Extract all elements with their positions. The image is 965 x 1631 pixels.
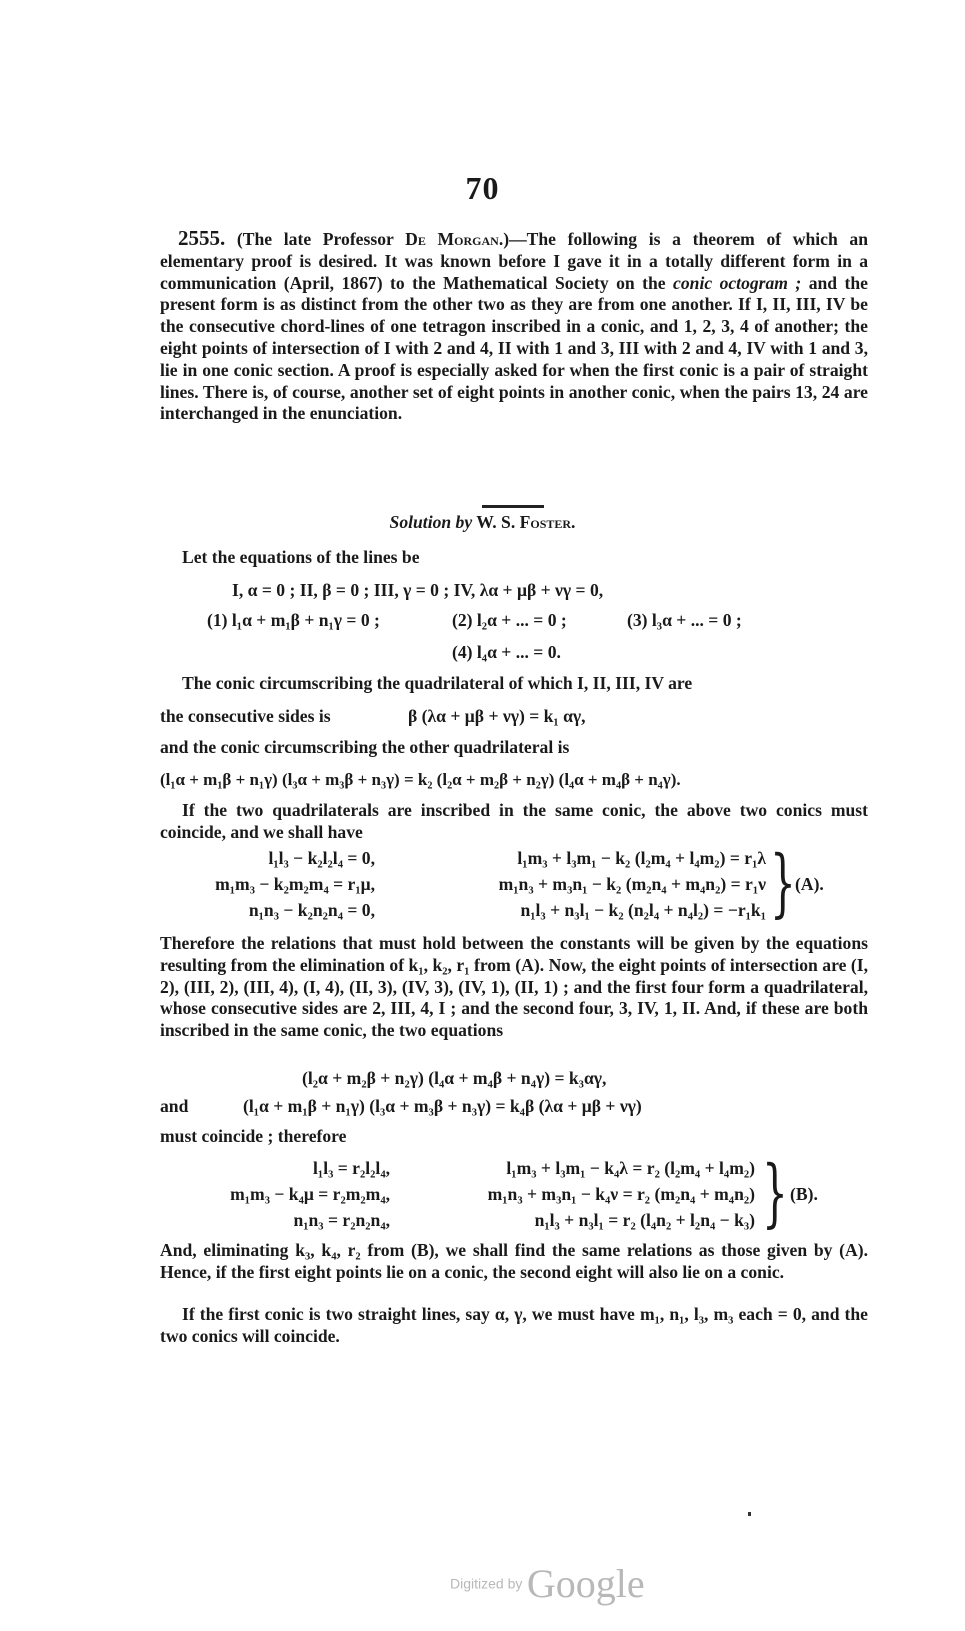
- system-b-brace: }: [762, 1150, 788, 1236]
- eq-b2: (l₁α + m₁β + n₁γ) (l₃α + m₃β + n₃γ) = k₄β (λα + μβ + νγ): [243, 1096, 642, 1116]
- system-a-right-3: n₁l₃ + n₃l₁ − k₂ (n₂l₄ + n₄l₂) = −r₁k₁: [520, 900, 766, 920]
- eq-lines-2a: (1) l₁α + m₁β + n₁γ = 0 ;: [207, 610, 380, 630]
- para-conic1a: The conic circumscribing the quadrilateral of which I, II, III, IV are: [182, 673, 693, 693]
- problem-italic-term: conic octogram ;: [673, 272, 802, 293]
- system-a-brace: }: [770, 840, 796, 926]
- para-last: If the first conic is two straight lines, say α, γ, we must have m₁, n₁, l₃, m₃ each = 0, and the two conics will coincide.: [160, 1304, 868, 1346]
- para-elim: And, eliminating k₃, k₄, r₂ from (B), we shall find the same relations as those given by (A). Hence, if the first eight points lie on a conic, the second eight will also lie on a conic.: [160, 1240, 868, 1282]
- para-same: If the two quadrilaterals are inscribed in the same conic, the above two conics must coincide, and we shall have: [160, 800, 868, 842]
- digitized-watermark: [450, 1560, 645, 1607]
- para-conic2: and the conic circumscribing the other quadrilateral is: [160, 737, 570, 757]
- para-must: must coincide ; therefore: [160, 1126, 347, 1146]
- problem-rest: and the present form is as distinct from the other two as they are from one another. If I, II, III, IV be the consecutive chord-lines of one tetragon inscribed in a conic, and 1, 2, 3, 4 of another; the eight points of intersection of I with 2 and 4, II with 1 and 3, III with 2 and 4, IV with 1 and 3, lie in one conic section. A proof is especially asked for when the first conic is a pair of straight lines. There is, of course, another set of eight points in another conic, when the pairs 13, 24 are interchanged in the enunciation.: [160, 272, 868, 424]
- system-b-right-2: m₁n₃ + m₃n₁ − k₄ν = r₂ (m₂n₄ + m₄n₂): [487, 1184, 755, 1204]
- problem-author: De Morgan: [405, 229, 499, 249]
- eq-conic1: β (λα + μβ + νγ) = k₁ αγ,: [408, 706, 586, 726]
- system-b-right-3: n₁l₃ + n₃l₁ = r₂ (l₄n₂ + l₂n₄ − k₃): [534, 1210, 755, 1230]
- solution-prefix: Solution by: [389, 512, 473, 532]
- para-therefore: Therefore the relations that must hold between the constants will be given by the equations resulting from the elimination of k₁, k₂, r₁ from (A). Now, the eight points of intersection are (I, 2), (III, 2), (III, 4), (I, 4), (II, 3), (IV, 3), (IV, 1), (II, 1) ; and the first four form a quadrilateral, whose consecutive sides are 2, III, 4, I ; and the second four, 3, IV, 1, II. And, if these are both inscribed in the same conic, the two equations: [160, 933, 868, 1041]
- para-conic1b: the consecutive sides is: [160, 706, 331, 726]
- system-a-right-2: m₁n₃ + m₃n₁ − k₂ (m₂n₄ + m₄n₂) = r₁ν: [498, 874, 766, 894]
- system-b-label: (B).: [790, 1184, 818, 1204]
- watermark-prefix: Digitized by: [450, 1575, 523, 1592]
- eq-conic2: (l₁α + m₁β + n₁γ) (l₃α + m₃β + n₃γ) = k₂ (l₂α + m₂β + n₂γ) (l₄α + m₄β + n₄γ).: [160, 770, 681, 789]
- para-lines: Let the equations of the lines be: [182, 547, 420, 567]
- system-a-right-1: l₁m₃ + l₃m₁ − k₂ (l₂m₄ + l₄m₂) = r₁λ: [517, 848, 766, 868]
- system-a-left-3: n₁n₃ − k₂n₂n₄ = 0,: [248, 900, 375, 920]
- page-number: 70: [465, 170, 500, 206]
- system-a-label: (A).: [795, 874, 824, 894]
- google-logo: Google: [526, 1561, 645, 1606]
- solution-initials: W. S.: [476, 512, 520, 532]
- problem-lead: (The late Professor: [236, 229, 406, 249]
- system-b-right-1: l₁m₃ + l₃m₁ − k₄λ = r₂ (l₂m₄ + l₄m₂): [506, 1158, 755, 1178]
- section-divider: [482, 505, 544, 508]
- eq-lines-1: I, α = 0 ; II, β = 0 ; III, γ = 0 ; IV, λα + μβ + νγ = 0,: [232, 580, 604, 600]
- eq-lines-2c: (3) l₃α + ... = 0 ;: [627, 610, 742, 630]
- eq-lines-3: (4) l₄α + ... = 0.: [452, 642, 561, 662]
- system-b-left-3: n₁n₃ = r₂n₂n₄,: [293, 1210, 390, 1230]
- eq-lines-2b: (2) l₂α + ... = 0 ;: [452, 610, 567, 630]
- ink-speck: [748, 1512, 751, 1516]
- system-b-left-1: l₁l₃ = r₂l₂l₄,: [313, 1158, 390, 1178]
- solution-surname: Foster.: [519, 512, 576, 532]
- and-word: and: [160, 1096, 189, 1116]
- problem-number: 2555.: [178, 226, 226, 250]
- system-a-left-2: m₁m₃ − k₂m₂m₄ = r₁μ,: [215, 874, 375, 894]
- system-b-left-2: m₁m₃ − k₄μ = r₂m₂m₄,: [230, 1184, 390, 1204]
- problem-statement: [160, 228, 868, 425]
- eq-b1: (l₂α + m₂β + n₂γ) (l₄α + m₄β + n₄γ) = k₃αγ,: [302, 1068, 607, 1088]
- problem-after-author: .)—The following is a theorem of which an elementary proof is desired. It was known before I gave it in a totally different form in a communication (April, 1867) to the Mathematical Society on the: [160, 229, 869, 293]
- solution-heading: [0, 512, 965, 533]
- system-a-left-1: l₁l₃ − k₂l₂l₄ = 0,: [268, 848, 375, 868]
